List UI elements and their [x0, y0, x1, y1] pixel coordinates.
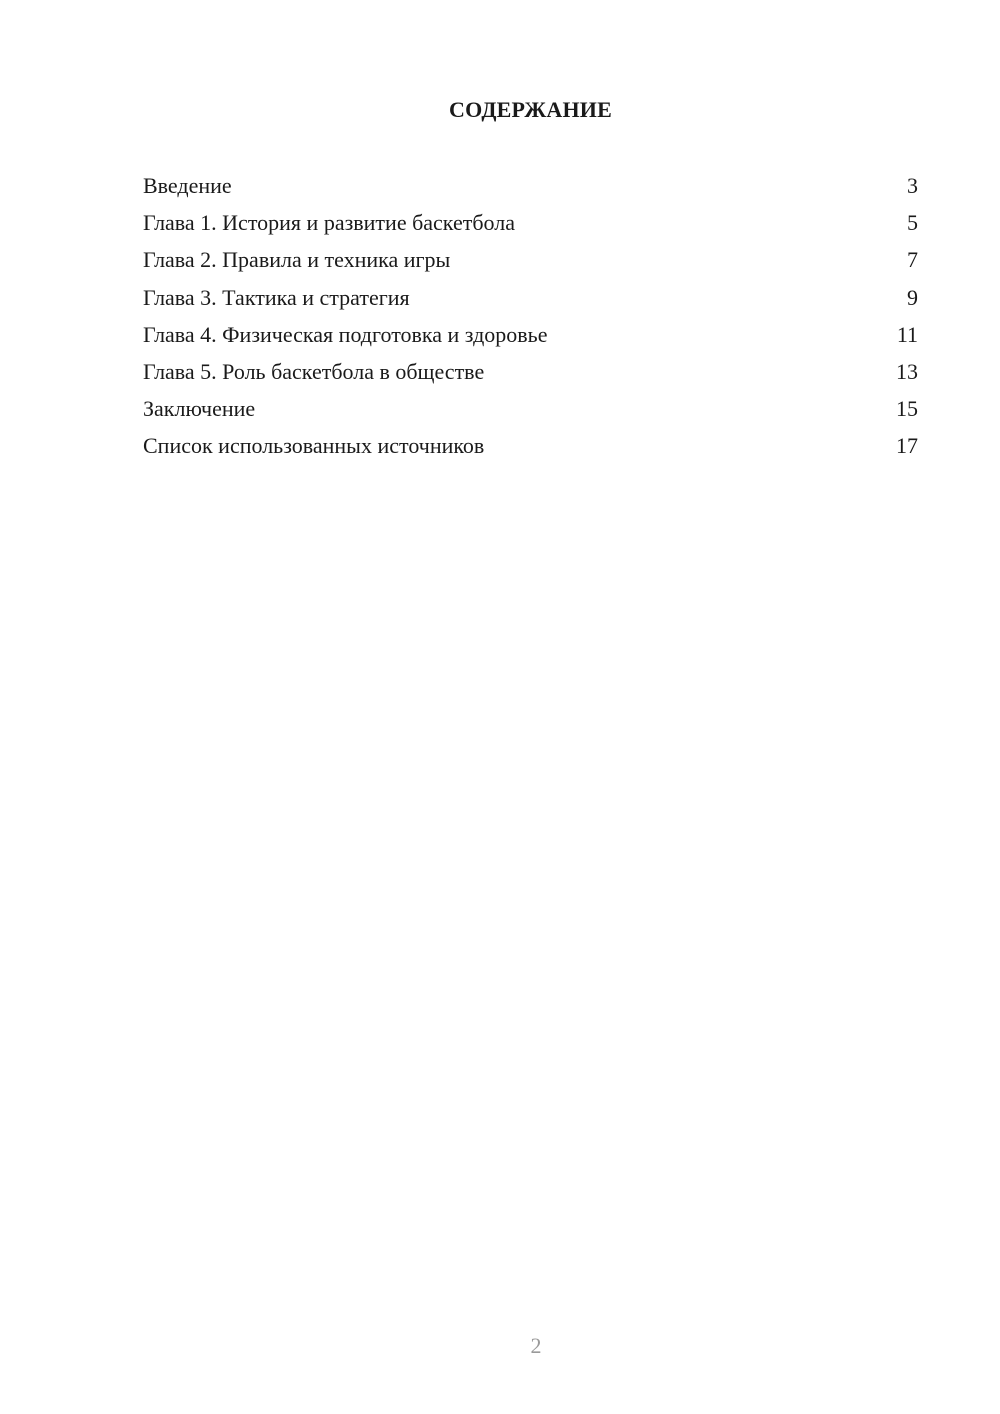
toc-entry-page: 15: [896, 396, 918, 422]
toc-entry-introduction: [143, 167, 918, 204]
toc-entry-page: 11: [896, 321, 918, 347]
toc-entry-title: Глава 3. Тактика и стратегия: [143, 284, 410, 310]
toc-entry-page: 5: [907, 210, 918, 236]
toc-entry-title: Глава 2. Правила и техника игры: [143, 247, 451, 273]
page-number: 2: [530, 1333, 542, 1358]
toc-entry-chapter-5: [143, 353, 918, 390]
table-of-contents: [143, 167, 918, 465]
toc-entry-title: Глава 5. Роль баскетбола в обществе: [143, 358, 485, 384]
toc-entry-chapter-1: [143, 204, 918, 241]
toc-entry-chapter-2: [143, 241, 918, 278]
toc-heading: СОДЕРЖАНИЕ: [449, 97, 612, 122]
toc-entry-title: Введение: [143, 173, 232, 198]
toc-entry-page: 7: [907, 247, 918, 273]
toc-entry-page: 13: [896, 358, 918, 384]
toc-entry-page: 9: [907, 284, 918, 310]
toc-entry-page: 17: [896, 433, 918, 459]
toc-entry-references: [143, 427, 918, 464]
toc-entry-conclusion: [143, 390, 918, 427]
toc-entry-title: Заключение: [143, 396, 256, 422]
toc-entry-page: 3: [907, 173, 918, 198]
toc-entry-title: Глава 4. Физическая подготовка и здоровье: [143, 321, 548, 347]
toc-entry-chapter-4: [143, 316, 918, 353]
toc-entry-title: Список использованных источников: [143, 433, 485, 459]
toc-entry-title: Глава 1. История и развитие баскетбола: [143, 210, 515, 236]
toc-entry-chapter-3: [143, 279, 918, 316]
